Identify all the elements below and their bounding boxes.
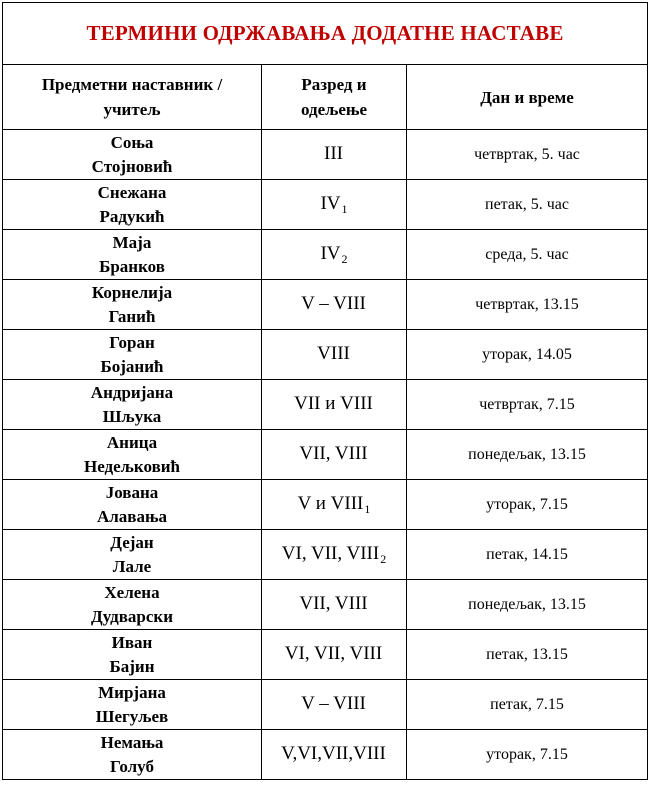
teacher-first-name: Мирјана [98,682,166,702]
table-row [3,380,648,430]
schedule-table [2,2,648,780]
teacher-last-name: Бојанић [100,356,164,376]
teacher-first-name: Маја [112,232,152,252]
day-time-text: петак, 7.15 [490,695,564,713]
time-cell [407,330,648,380]
table-row [3,430,648,480]
teacher-cell [3,230,262,280]
teacher-cell [3,280,262,330]
teacher-cell [3,380,262,430]
table-row [3,130,648,180]
teacher-first-name: Хелена [104,582,160,602]
teacher-cell [3,430,262,480]
teacher-last-name: Бајин [109,656,155,676]
grade-text: V – VIII [301,292,366,314]
grade-cell [262,680,407,730]
grade-text: VII и VIII [294,392,373,414]
time-cell [407,230,648,280]
teacher-last-name: Ганић [108,306,156,326]
time-cell [407,630,648,680]
teacher-last-name: Алавања [96,506,168,526]
teacher-last-name: Голуб [110,756,154,776]
header-teacher [3,65,262,130]
grade-cell [262,730,407,780]
page-title: ТЕРМИНИ ОДРЖАВАЊА ДОДАТНЕ НАСТАВЕ [86,21,564,45]
grade-cell [262,330,407,380]
day-time-text: петак, 13.15 [486,645,568,663]
teacher-cell [3,530,262,580]
grade-subscript: 1 [341,201,348,216]
day-time-text: петак, 5. час [485,195,569,213]
teacher-cell [3,130,262,180]
teacher-first-name: Иван [111,632,153,652]
grade-cell [262,230,407,280]
day-time-text: понедељак, 13.15 [468,595,586,613]
grade-cell [262,130,407,180]
grade-text: V – VIII [301,692,366,714]
grade-text: VI, VII, VIII [284,642,383,664]
time-cell [407,130,648,180]
day-time-text: четвртак, 13.15 [475,295,579,313]
header-grade [262,65,407,130]
table-row [3,580,648,630]
grade-text: V и VIII [297,492,364,514]
time-cell [407,580,648,630]
teacher-cell [3,480,262,530]
header-row [3,65,648,130]
grade-text: IV [320,242,341,264]
teacher-cell [3,630,262,680]
time-cell [407,680,648,730]
teacher-cell [3,680,262,730]
grade-cell [262,180,407,230]
time-cell [407,730,648,780]
teacher-first-name: Јована [105,482,159,502]
teacher-last-name: Радукић [99,206,165,226]
grade-text: IV [320,192,341,214]
grade-text: III [324,142,343,164]
header-teacher-line2: учитељ [103,100,161,119]
grade-subscript: 2 [380,551,387,566]
time-cell [407,180,648,230]
teacher-first-name: Корнелија [91,282,173,302]
table-row [3,280,648,330]
day-time-text: уторак, 7.15 [486,495,568,513]
time-cell [407,280,648,330]
header-grade-line1: Разред и [301,75,367,94]
grade-cell [262,380,407,430]
table-row [3,180,648,230]
teacher-first-name: Немања [100,732,164,752]
table-row [3,330,648,380]
time-cell [407,430,648,480]
teacher-first-name: Горан [109,332,155,352]
teacher-last-name: Стојновић [91,156,173,176]
table-row [3,630,648,680]
table-row [3,730,648,780]
teacher-cell [3,730,262,780]
time-cell [407,530,648,580]
grade-subscript: 2 [341,251,348,266]
grade-text: VII, VIII [299,592,368,614]
day-time-text: уторак, 7.15 [486,745,568,763]
grade-text: VII, VIII [299,442,368,464]
header-time [407,65,648,130]
table-row [3,230,648,280]
grade-text: VIII [317,342,350,364]
teacher-last-name: Дудварски [91,606,173,626]
teacher-first-name: Аница [106,432,158,452]
teacher-last-name: Бранков [99,256,165,276]
teacher-first-name: Соња [110,132,154,152]
day-time-text: петак, 14.15 [486,545,568,563]
header-teacher-line1: Предметни наставник / [41,75,223,94]
header-grade-line2: одељење [300,100,368,119]
grade-text: V,VI,VII,VIII [281,742,386,764]
day-time-text: четвртак, 5. час [474,145,580,163]
teacher-cell [3,180,262,230]
grade-cell [262,530,407,580]
teacher-cell [3,330,262,380]
teacher-last-name: Шегуљев [95,706,169,726]
time-cell [407,480,648,530]
teacher-last-name: Лале [112,556,152,576]
teacher-last-name: Недељковић [83,456,181,476]
grade-cell [262,430,407,480]
grade-cell [262,280,407,330]
table-row [3,480,648,530]
day-time-text: четвртак, 7.15 [479,395,575,413]
time-cell [407,380,648,430]
teacher-cell [3,580,262,630]
grade-cell [262,630,407,680]
teacher-first-name: Дејан [110,532,154,552]
day-time-text: среда, 5. час [485,245,569,263]
table-row [3,680,648,730]
teacher-first-name: Андријана [90,382,174,402]
grade-subscript: 1 [364,501,371,516]
grade-cell [262,480,407,530]
grade-text: VI, VII, VIII [281,542,380,564]
day-time-text: уторак, 14.05 [482,345,572,363]
title-cell [3,3,648,65]
header-time-label: Дан и време [480,87,574,107]
teacher-first-name: Снежана [97,182,167,202]
table-row [3,530,648,580]
teacher-last-name: Шљука [102,406,162,426]
day-time-text: понедељак, 13.15 [468,445,586,463]
grade-cell [262,580,407,630]
